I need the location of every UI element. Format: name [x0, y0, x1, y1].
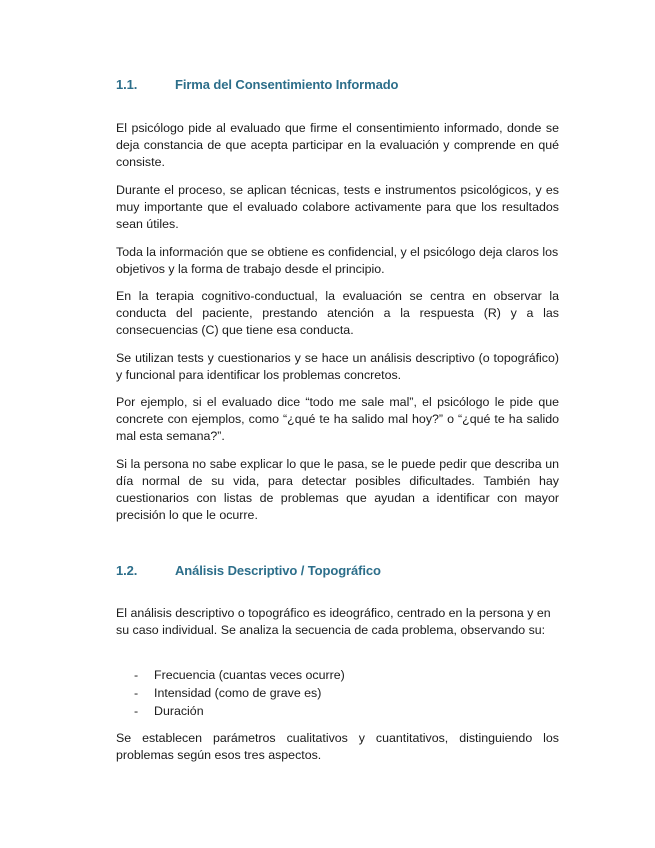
- paragraph: El psicólogo pide al evaluado que firme el consentimiento informado, donde se deja constancia de que acepta participar en la evaluación y comprende en qué consiste.: [116, 121, 559, 169]
- paragraph: Por ejemplo, si el evaluado dice “todo me sale mal”, el psicólogo le pide que concrete con ejemplos, como “¿qué te ha salido mal hoy?” o “¿qué te ha salido mal esta semana?”.: [116, 395, 559, 443]
- paragraph: Toda la información que se obtiene es confidencial, y el psicólogo deja claros los objetivos y la forma de trabajo desde el principio.: [116, 245, 559, 276]
- list-item-text: Intensidad (como de grave es): [154, 686, 322, 700]
- section-number: 1.2.: [116, 563, 138, 578]
- section-heading-1-2: [116, 563, 381, 578]
- section-title: Firma del Consentimiento Informado: [175, 77, 399, 92]
- paragraph: Se utilizan tests y cuestionarios y se hace un análisis descriptivo (o topográfico) y funcional para identificar los problemas concretos.: [116, 351, 559, 382]
- bullet-marker: -: [134, 704, 139, 718]
- paragraph: En la terapia cognitivo-conductual, la evaluación se centra en observar la conducta del paciente, prestando atención a la respuesta (R) y a las consecuencias (C) que tiene esa conducta.: [116, 289, 559, 337]
- section-number: 1.1.: [116, 77, 138, 92]
- paragraph: El análisis descriptivo o topográfico es ideográfico, centrado en la persona y en su caso individual. Se analiza la secuencia de cada problema, observando su:: [116, 606, 551, 637]
- list-item-text: Frecuencia (cuantas veces ocurre): [154, 668, 345, 682]
- paragraph: Si la persona no sabe explicar lo que le pasa, se le puede pedir que describa un día normal de su vida, para detectar posibles dificultades. También hay cuestionarios con listas de problemas que ayudan a identificar con mayor precisión lo que le ocurre.: [116, 457, 559, 522]
- bullet-marker: -: [134, 686, 139, 700]
- section-heading-1-1: [116, 77, 398, 92]
- paragraph: Se establecen parámetros cualitativos y cuantitativos, distinguiendo los problemas según esos tres aspectos.: [116, 731, 559, 762]
- bullet-marker: -: [134, 668, 139, 682]
- list-item-text: Duración: [154, 704, 204, 718]
- list-item: [116, 685, 559, 703]
- list-item: [116, 667, 559, 685]
- bullet-list: [116, 667, 559, 721]
- list-item: [116, 703, 559, 721]
- section-title: Análisis Descriptivo / Topográfico: [175, 563, 381, 578]
- paragraph: Durante el proceso, se aplican técnicas, tests e instrumentos psicológicos, y es muy importante que el evaluado colabore activamente para que los resultados sean útiles.: [116, 183, 559, 231]
